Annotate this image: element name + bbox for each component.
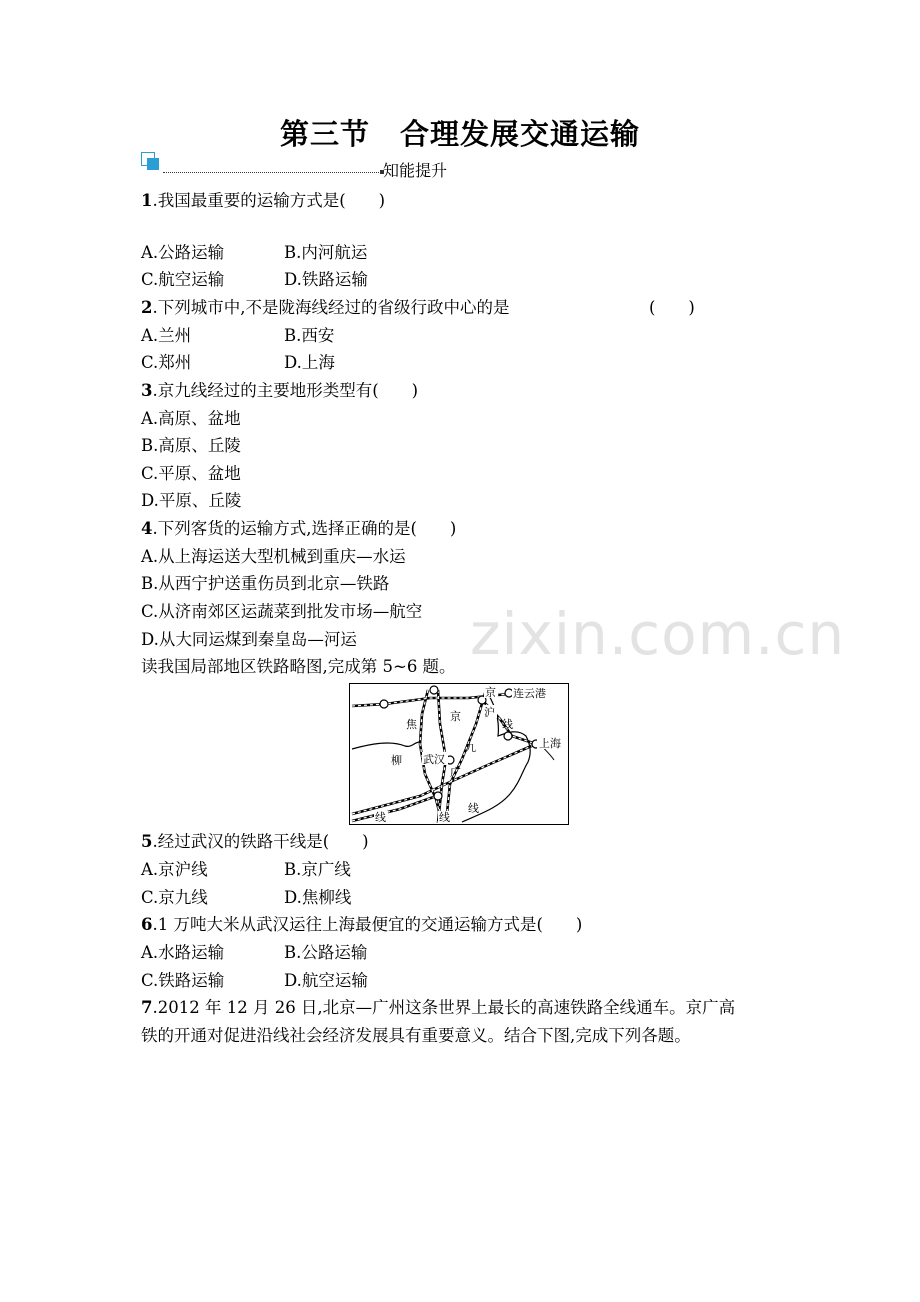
question-4-stem: 4.下列客货的运输方式,选择正确的是( ) (141, 519, 457, 538)
map-intro: 读我国局部地区铁路略图,完成第 5~6 题。 (141, 657, 456, 676)
question-6-option-a: A.水路运输 (141, 943, 225, 962)
question-7-stem: 7.2012 年 12 月 26 日,北京—广州这条世界上最长的高速铁路全线通车。京广高 (141, 998, 736, 1017)
city-markers (380, 686, 540, 800)
question-3-stem: 3.京九线经过的主要地形类型有( ) (141, 381, 419, 400)
map-label-shanghai: 上海 (539, 737, 561, 750)
city-marker-icon (434, 792, 442, 800)
question-6-stem: 6.1 万吨大米从武汉运往上海最便宜的交通运输方式是( ) (141, 915, 583, 934)
city-marker-icon (504, 732, 512, 740)
section-square-fill-icon (147, 158, 159, 170)
map-label-xian-jingguang: 线 (439, 811, 450, 823)
question-3-option-b: B.高原、丘陵 (141, 436, 241, 455)
question-2-stem: 2.下列城市中,不是陇海线经过的省级行政中心的是 (141, 298, 510, 317)
question-5-stem: 5.经过武汉的铁路干线是( ) (141, 832, 369, 851)
page-title: 第三节 合理发展交通运输 (279, 117, 640, 151)
map-label-jing: 京 (450, 710, 461, 723)
question-2-answer-paren: ( ) (649, 298, 695, 317)
question-2-option-b: B.西安 (284, 326, 335, 345)
river-line (352, 742, 420, 749)
city-marker-icon (380, 700, 388, 708)
map-label-lianyungang: 连云港 (513, 687, 546, 700)
question-1-option-b: B.内河航运 (284, 243, 368, 262)
railway-map-svg (350, 684, 567, 823)
map-label-jiu: 九 (465, 741, 476, 754)
question-4-option-a: A.从上海运送大型机械到重庆—水运 (141, 547, 406, 566)
map-label-xian-jingjiu: 线 (468, 802, 479, 815)
map-label-jing-north: 京 (485, 686, 496, 699)
question-5-option-b: B.京广线 (284, 860, 351, 879)
section-header (141, 152, 471, 178)
question-4-option-b: B.从西宁护送重伤员到北京—铁路 (141, 574, 390, 593)
question-7-stem-cont: 铁的开通对促进沿线社会经济发展具有重要意义。结合下图,完成下列各题。 (141, 1026, 691, 1045)
question-3-option-c: C.平原、盆地 (141, 464, 241, 483)
question-1-option-a: A.公路运输 (141, 243, 225, 262)
railway-map (349, 683, 569, 825)
question-2-option-c: C.郑州 (141, 353, 192, 372)
question-2-option-d: D.上海 (284, 353, 335, 372)
question-3-option-d: D.平原、丘陵 (141, 491, 242, 510)
question-6-option-d: D.航空运输 (284, 971, 368, 990)
question-6-option-c: C.铁路运输 (141, 971, 225, 990)
xiangqian-line (352, 794, 442, 821)
question-2-option-a: A.兰州 (141, 326, 192, 345)
question-5-option-a: A.京沪线 (141, 860, 208, 879)
section-label: 知能提升 (383, 161, 448, 180)
question-1-option-d: D.铁路运输 (284, 270, 368, 289)
dotted-rule (163, 172, 381, 173)
question-6-option-b: B.公路运输 (284, 943, 368, 962)
map-label-hu: 沪 (484, 706, 495, 719)
question-5-option-c: C.京九线 (141, 888, 208, 907)
question-5-option-d: D.焦柳线 (284, 888, 352, 907)
map-label-guang: 广 (450, 766, 461, 779)
map-label-xian-jiaoliu: 线 (375, 811, 386, 823)
question-4-option-d: D.从大同运煤到秦皇岛—河运 (141, 630, 357, 649)
question-3-option-a: A.高原、盆地 (141, 409, 241, 428)
map-label-xian-jinghu: 线 (502, 718, 513, 731)
question-1-stem: 1.我国最重要的运输方式是( ) (141, 191, 386, 210)
question-1-option-c: C.航空运输 (141, 270, 225, 289)
city-marker-icon (505, 689, 513, 697)
question-4-option-c: C.从济南郊区运蔬菜到批发市场—航空 (141, 602, 423, 621)
map-label-wuhan: 武汉 (423, 753, 445, 766)
watermark: zixin.com.cn (470, 600, 846, 668)
map-label-jiao: 焦 (406, 718, 417, 731)
city-marker-icon (430, 686, 438, 694)
map-label-liu: 柳 (391, 754, 402, 767)
